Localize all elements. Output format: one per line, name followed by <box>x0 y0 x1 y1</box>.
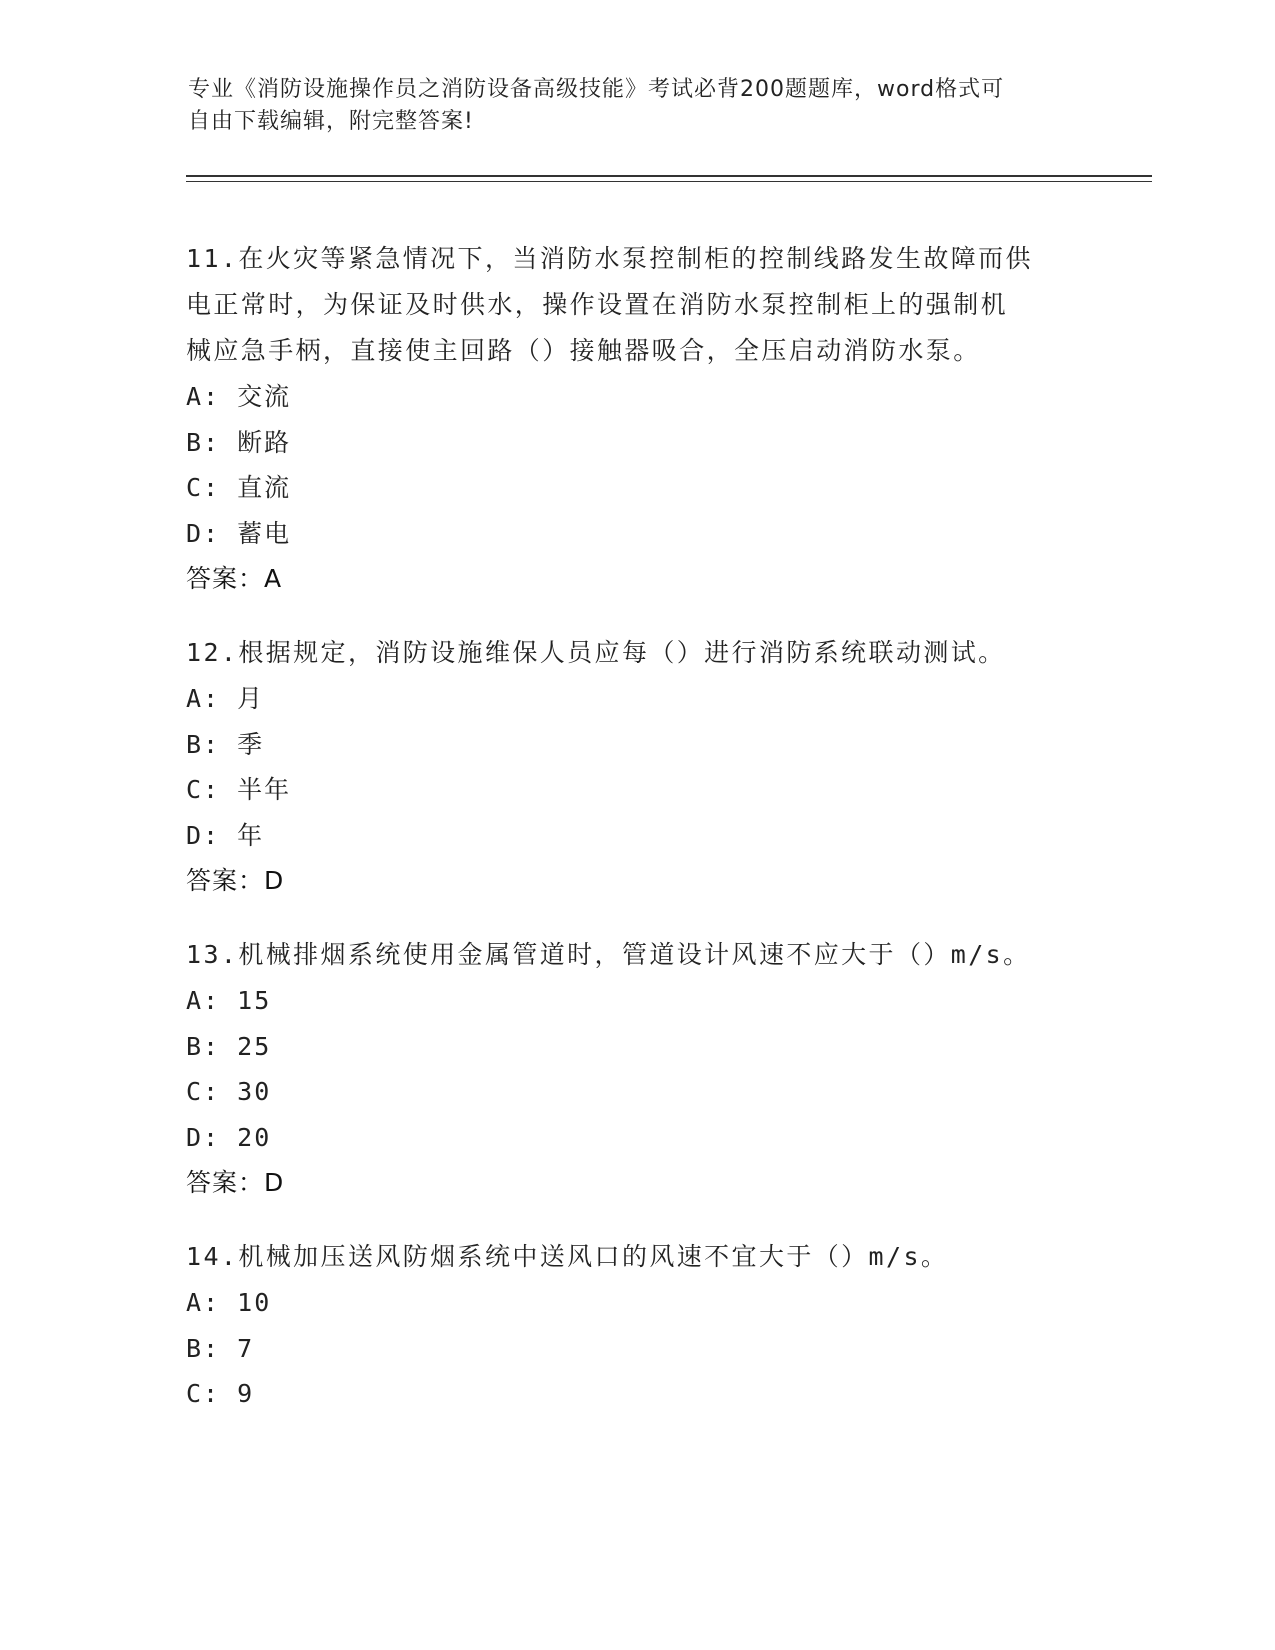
answer: 答案：D <box>186 866 285 895</box>
question-12 <box>186 630 1086 904</box>
option-c: C: 30 <box>186 1077 272 1106</box>
header-line-1: 专业《消防设施操作员之消防设备高级技能》考试必背200题题库，word格式可 <box>188 77 1005 102</box>
question-11 <box>186 236 1086 602</box>
document-header <box>188 74 1088 138</box>
option-d: D: 20 <box>186 1122 272 1152</box>
question-text <box>186 1234 1086 1280</box>
option-a: A: 月 <box>186 684 265 713</box>
header-divider-thin <box>186 181 1152 182</box>
question-list <box>186 236 1086 1445</box>
question-line: 12.根据规定，消防设施维保人员应每（）进行消防系统联动测试。 <box>186 638 1006 667</box>
option-b: B: 断路 <box>186 427 292 457</box>
answer: 答案：D <box>186 1168 285 1197</box>
option-b: B: 25 <box>186 1031 272 1061</box>
question-line: 电正常时，为保证及时供水，操作设置在消防水泵控制柜上的强制机 <box>186 290 1009 319</box>
question-line: 械应急手柄，直接使主回路（）接触器吸合，全压启动消防水泵。 <box>186 336 981 365</box>
option-d: D: 年 <box>186 820 265 850</box>
option-d: D: 蓄电 <box>186 518 292 548</box>
option-b: B: 季 <box>186 729 265 759</box>
question-line: 13.机械排烟系统使用金属管道时，管道设计风速不应大于（）m/s。 <box>186 940 1031 969</box>
question-13 <box>186 932 1086 1206</box>
option-c: C: 半年 <box>186 775 292 804</box>
header-divider-thick <box>186 175 1152 177</box>
option-a: A: 10 <box>186 1288 272 1317</box>
option-a: A: 15 <box>186 986 272 1015</box>
option-b: B: 7 <box>186 1333 255 1363</box>
question-line: 14.机械加压送风防烟系统中送风口的风速不宜大于（）m/s。 <box>186 1242 949 1271</box>
question-text <box>186 932 1086 978</box>
option-a: A: 交流 <box>186 382 292 411</box>
option-c: C: 9 <box>186 1379 255 1408</box>
question-line: 11.在火灾等紧急情况下，当消防水泵控制柜的控制线路发生故障而供 <box>186 244 1033 273</box>
option-c: C: 直流 <box>186 473 292 502</box>
question-text <box>186 236 1086 374</box>
answer: 答案：A <box>186 564 283 593</box>
question-14 <box>186 1234 1086 1417</box>
header-line-2: 自由下载编辑，附完整答案! <box>188 109 474 134</box>
question-text <box>186 630 1086 676</box>
